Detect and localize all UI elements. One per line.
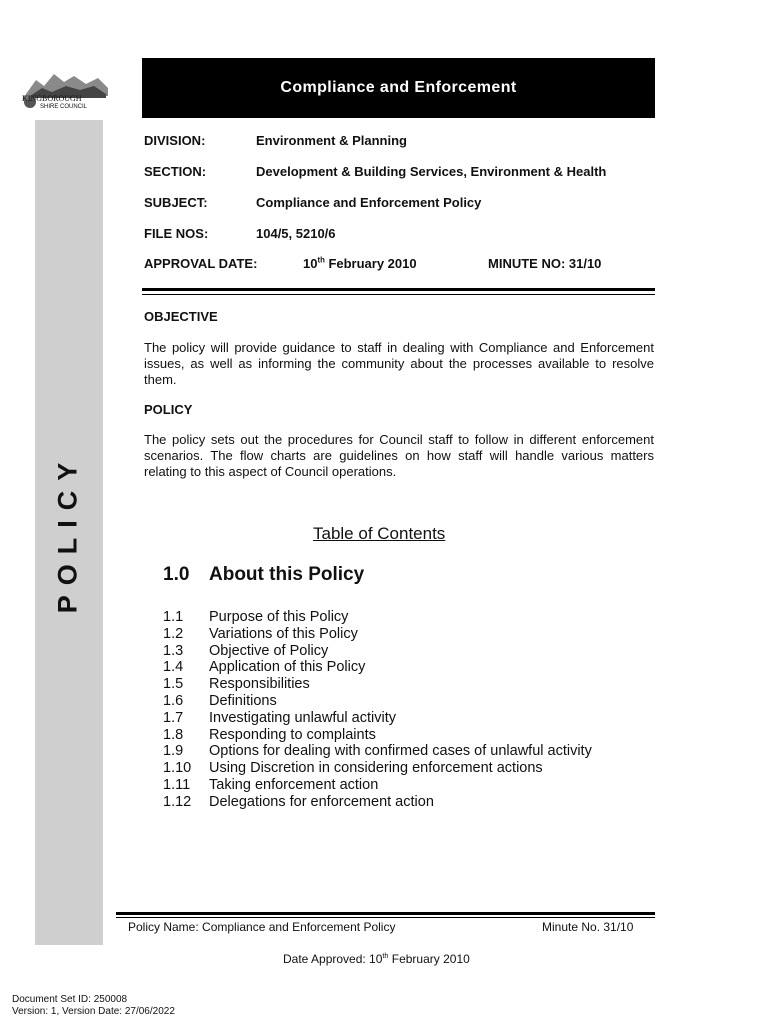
toc-section-number: 1.0 [163,564,190,585]
footer-divider [116,912,655,918]
sidebar-policy-label: POLICY [52,452,83,614]
document-set-id: Document Set ID: 250008 [12,994,128,1005]
policy-text: The policy sets out the procedures for Council staff to follow in different enforcement scenarios. The flow charts are guidelines on how staff will handle various matters relating to this aspect of Council operations. [144,432,654,479]
file-nos-value: 104/5, 5210/6 [256,226,336,241]
document-title-bar [142,58,655,118]
approval-date-label: APPROVAL DATE: [144,256,258,271]
header-divider [142,288,655,295]
section-value: Development & Building Services, Environment & Health [256,164,607,179]
logo-name-line1: KINGBOROUGH [22,94,82,103]
objective-heading: OBJECTIVE [144,309,218,324]
council-logo [18,68,110,118]
document-version: Version: 1, Version Date: 27/06/2022 [12,1006,175,1017]
footer-policy-name: Policy Name: Compliance and Enforcement Policy [128,920,396,934]
document-info [12,994,175,1018]
logo-name-line2: SHIRE COUNCIL [40,104,88,110]
subject-label: SUBJECT: [144,195,208,210]
subject-value: Compliance and Enforcement Policy [256,195,482,210]
approval-date-value: 10th February 2010 [303,255,417,271]
division-value: Environment & Planning [256,133,407,148]
document-title: Compliance and Enforcement [280,79,517,96]
file-nos-label: FILE NOS: [144,226,209,241]
toc-section-title: About this Policy [209,564,365,585]
policy-heading: POLICY [144,402,193,417]
footer-minute-number: Minute No. 31/10 [542,920,634,934]
toc-title: Table of Contents [313,524,446,543]
section-label: SECTION: [144,164,207,179]
footer-date-approved: Date Approved: 10th February 2010 [283,951,470,966]
division-label: DIVISION: [144,133,206,148]
minute-number: MINUTE NO: 31/10 [488,256,602,271]
objective-text: The policy will provide guidance to staff in dealing with Compliance and Enforcement issues, as well as informing the community about the processes available to resolve them. [144,340,654,387]
